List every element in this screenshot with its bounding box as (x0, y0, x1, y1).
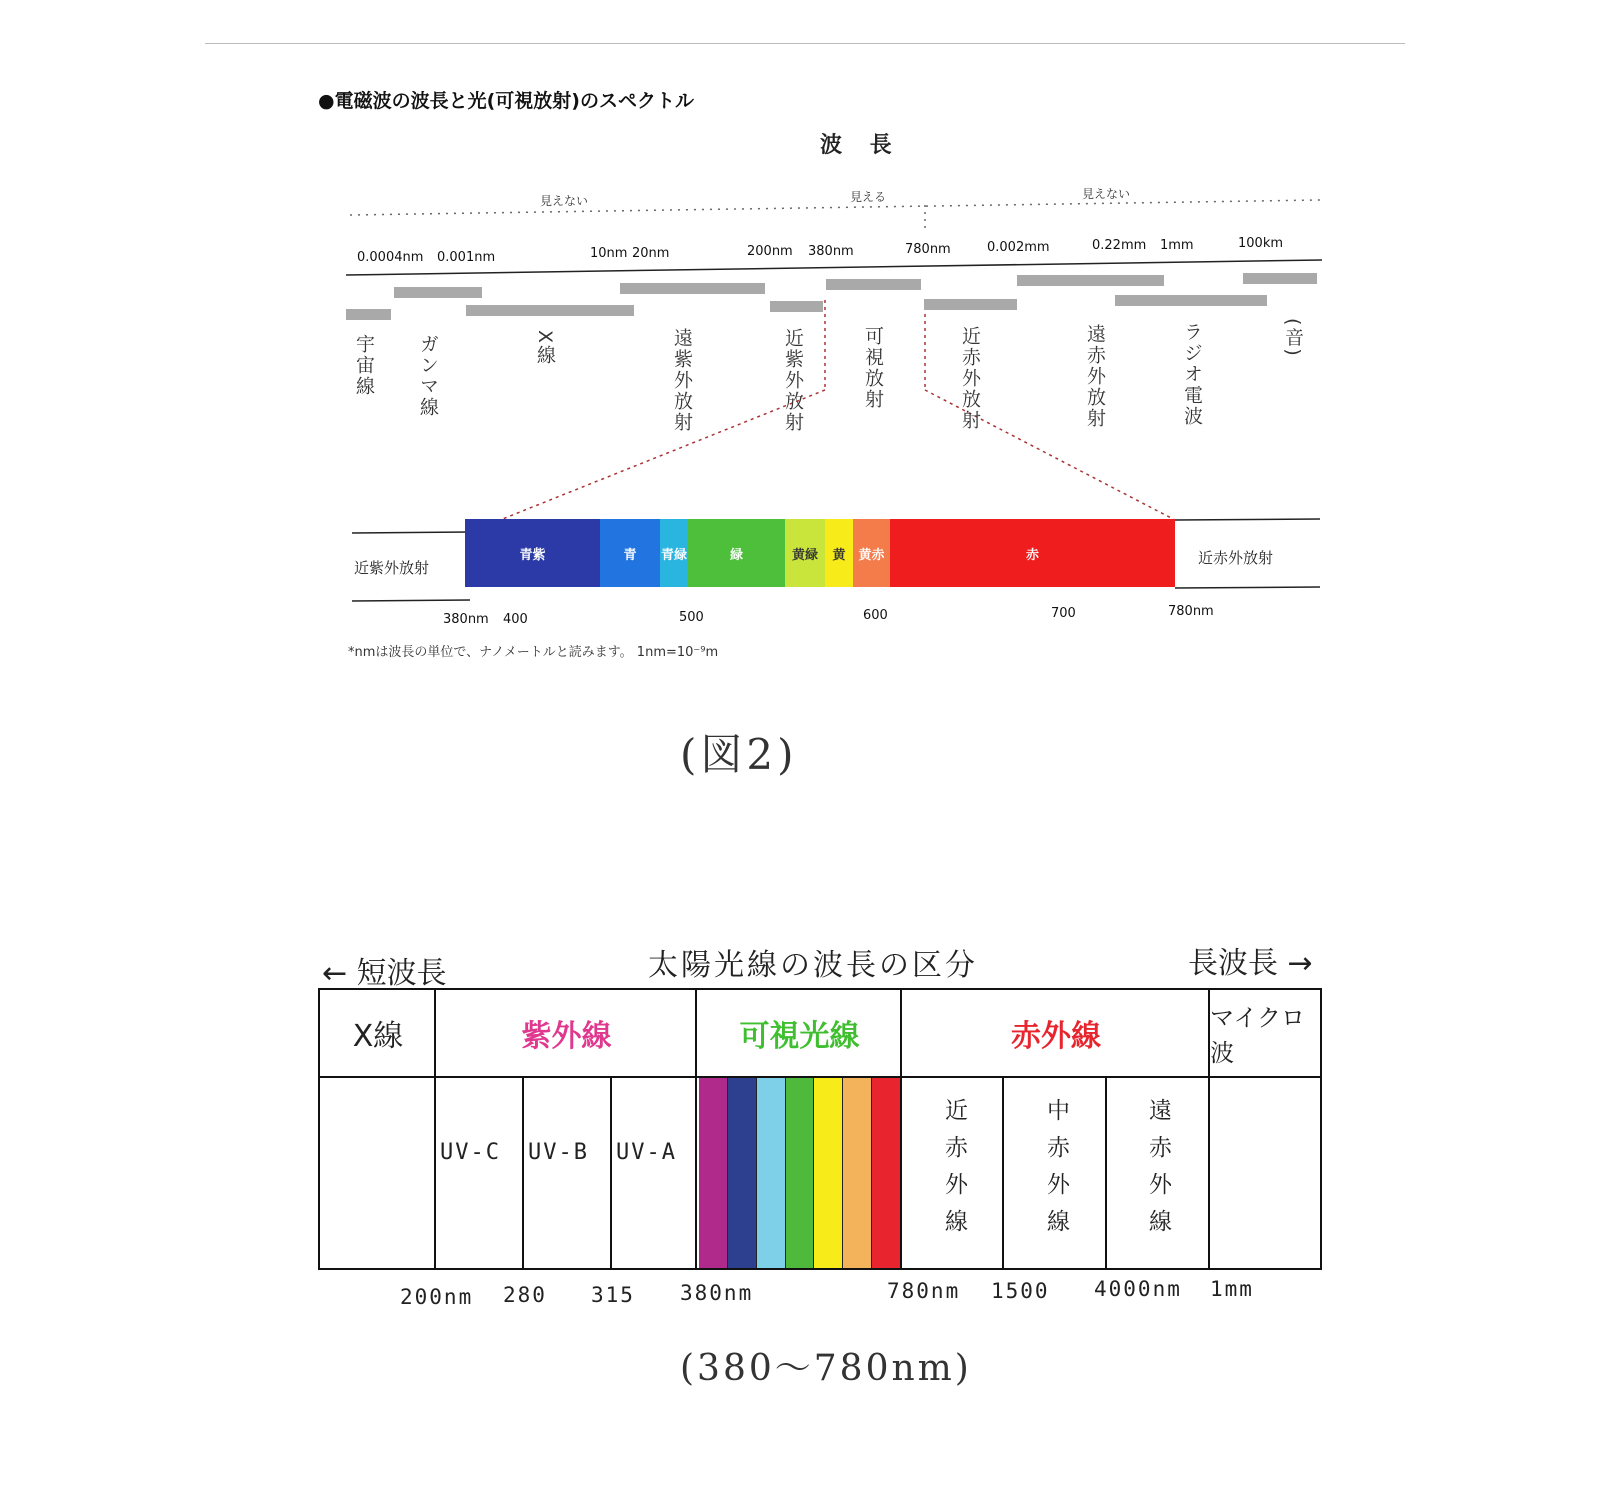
band-label: 宇宙線 (353, 334, 375, 397)
diagram-title: ●電磁波の波長と光(可視放射)のスペクトル (318, 90, 694, 112)
spectrum-tick: 400 (503, 612, 528, 627)
visible-stripe (814, 1078, 843, 1268)
wl-label: 0.22mm (1092, 238, 1147, 253)
wl-label: 100km (1238, 236, 1284, 251)
band-label: (音) (1282, 318, 1304, 358)
band-label: 可視放射 (862, 326, 884, 410)
spectrum-color-band: 青緑 (660, 519, 688, 587)
range-bar-cosmic (346, 309, 391, 320)
solar-wavelength-table (318, 988, 1322, 1270)
invisible-left-label: 見えない (540, 194, 589, 208)
visible-stripe (699, 1078, 728, 1268)
mid-ir-label: 中赤外線 (1043, 1098, 1069, 1246)
visible-range-note: (380～780nm) (680, 1348, 972, 1389)
range-bar-sound (1243, 273, 1317, 284)
wl-label: 0.001nm (437, 250, 496, 265)
bottom-tick: 1mm (1210, 1277, 1254, 1301)
short-wavelength-label: ← 短波長 (322, 956, 447, 991)
spectrum-tick: 380nm (443, 612, 489, 627)
range-bar-xray (466, 305, 634, 316)
band-label: 遠紫外放射 (671, 328, 693, 433)
spectrum-tick: 700 (1051, 606, 1076, 621)
bottom-tick: 200nm (400, 1285, 474, 1309)
spectrum-tick: 500 (679, 610, 704, 625)
wl-label: 1mm (1160, 238, 1194, 253)
xray-header: X線 (352, 1019, 404, 1054)
wavelength-axis-title: 波 長 (820, 133, 902, 158)
spectrum-color-band: 黄 (825, 519, 853, 587)
spectrum-right-bottom-line (1175, 587, 1320, 588)
uv-header: 紫外線 (521, 1019, 612, 1054)
band-label: X線 (534, 330, 556, 367)
bottom-tick: 380nm (680, 1281, 754, 1305)
long-wavelength-label: 長波長 → (1188, 946, 1313, 981)
visible-spectrum-bar (465, 519, 1175, 587)
band-label: 近紫外放射 (782, 328, 804, 433)
range-bar-near-uv (770, 301, 823, 312)
spectrum-color-band: 黄赤 (853, 519, 890, 587)
spectrum-color-band: 青紫 (465, 519, 600, 587)
visible-stripe (757, 1078, 786, 1268)
band-label: 近赤外放射 (959, 326, 981, 431)
band-label: 遠赤外放射 (1084, 324, 1106, 429)
near-ir-label: 近赤外線 (941, 1098, 967, 1246)
bottom-tick: 315 (591, 1283, 635, 1307)
figure-label: (図2) (680, 730, 798, 779)
microwave-header: マイクロ波 (1210, 1004, 1306, 1067)
visible-stripe (872, 1078, 900, 1268)
bottom-tick: 4000nm (1094, 1277, 1182, 1301)
spectrum-color-band: 黄緑 (785, 519, 825, 587)
range-bar-far-uv (620, 283, 765, 294)
spectrum-tick: 780nm (1168, 604, 1214, 619)
infrared-header: 赤外線 (1011, 1019, 1101, 1054)
bottom-tick: 280 (503, 1283, 547, 1307)
bottom-tick: 1500 (991, 1279, 1050, 1303)
visible-stripe (728, 1078, 757, 1268)
uv-c-cell (436, 1076, 524, 1270)
band-label: ラジオ電波 (1181, 322, 1203, 427)
visible-light-header: 可視光線 (739, 1019, 860, 1054)
spectrum-color-band: 青 (600, 519, 660, 587)
spectrum-left-top-line (352, 532, 470, 533)
wl-label: 780nm (905, 242, 951, 257)
band-label: ガンマ線 (417, 334, 439, 418)
wl-label: 10nm (590, 246, 628, 261)
wl-label: 20nm (632, 246, 670, 261)
unit-note: *nmは波長の単位で、ナノメートルと読みます。 1nm=10⁻⁹m (348, 645, 719, 660)
spectrum-left-bottom-line (352, 600, 470, 601)
spectrum-right-top-line (1175, 519, 1320, 520)
visible-stripe (843, 1078, 872, 1268)
visible-label: 見える (850, 190, 887, 204)
uv-b-label: UV-B (528, 1140, 589, 1165)
invisible-right-label: 見えない (1082, 187, 1131, 201)
wl-label: 200nm (747, 244, 793, 259)
far-ir-label: 遠赤外線 (1145, 1098, 1171, 1246)
uv-c-label: UV-C (440, 1140, 501, 1165)
range-bar-gamma (394, 287, 482, 298)
range-bar-near-ir (924, 299, 1017, 310)
visibility-dotted-line (350, 200, 1320, 215)
bottom-tick: 780nm (887, 1279, 961, 1303)
wl-label: 0.0004nm (357, 250, 424, 265)
near-uv-side-label: 近紫外放射 (354, 559, 430, 577)
visible-color-stripes (699, 1078, 900, 1268)
uv-a-label: UV-A (616, 1140, 677, 1165)
zoom-left-line (470, 390, 825, 532)
spectrum-color-band: 赤 (890, 519, 1175, 587)
range-bar-radio (1115, 295, 1267, 306)
spectrum-color-band: 緑 (688, 519, 785, 587)
near-ir-side-label: 近赤外放射 (1198, 549, 1274, 567)
visible-stripe (786, 1078, 815, 1268)
range-bar-far-ir (1017, 275, 1164, 286)
wl-label: 380nm (808, 244, 854, 259)
solar-wavelength-title: 太陽光線の波長の区分 (648, 948, 978, 983)
wl-label: 0.002mm (987, 240, 1050, 255)
spectrum-tick: 600 (863, 608, 888, 623)
range-bar-visible (826, 279, 921, 290)
uv-b-cell (524, 1076, 612, 1270)
